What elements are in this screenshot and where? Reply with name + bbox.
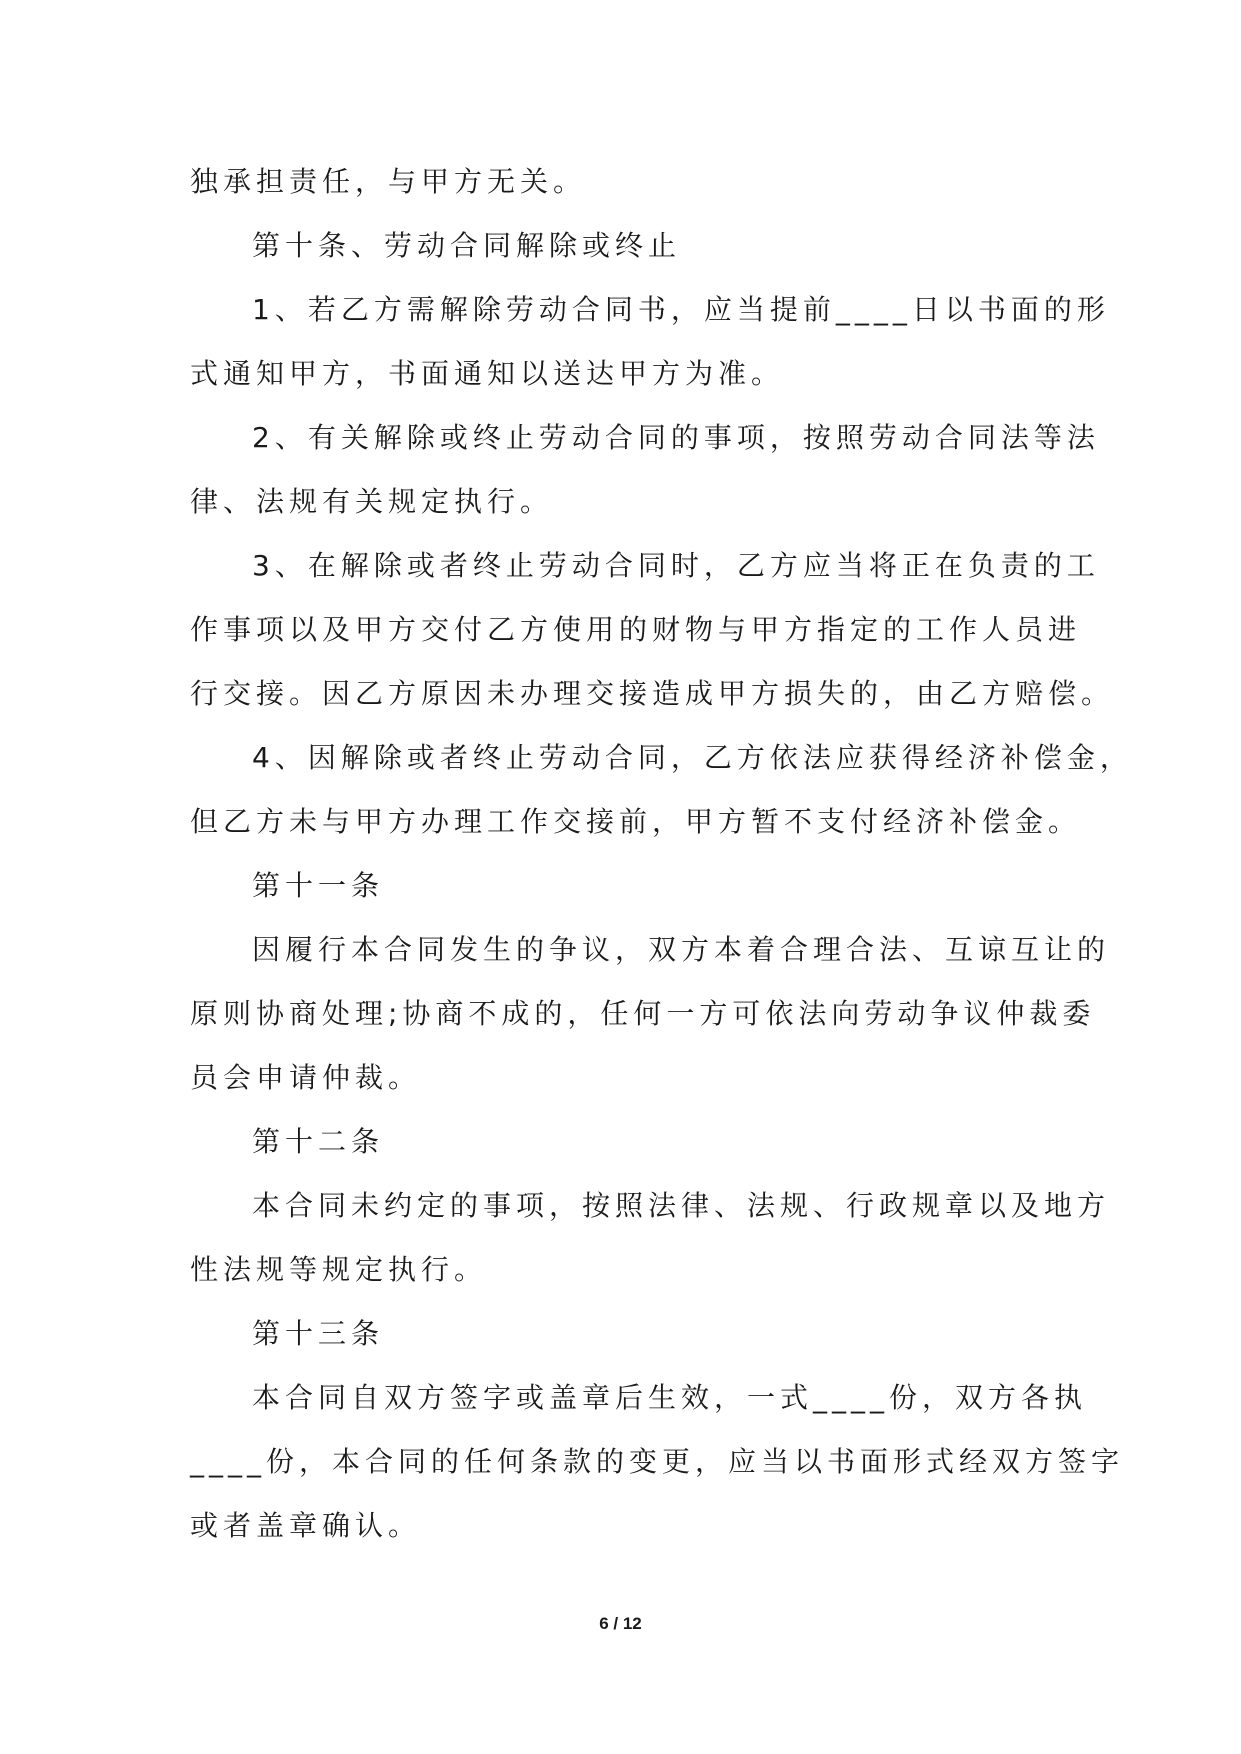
section-heading-11: 第十一条 [252,869,385,902]
section-heading-13: 第十三条 [252,1317,385,1350]
text-line-21: ____份，本合同的任何条款的变更，应当以书面形式经双方签字 [190,1445,1125,1478]
text-line-10: 4、因解除或者终止劳动合同，乙方依法应获得经济补偿金， [252,741,1133,774]
text-line-6: 律、法规有关规定执行。 [190,485,554,518]
text-line-1: 独承担责任，与甲方无关。 [190,165,587,198]
text-line-9: 行交接。因乙方原因未办理交接造成甲方损失的，由乙方赔偿。 [190,677,1115,710]
section-heading-12: 第十二条 [252,1125,385,1158]
text-line-8: 作事项以及甲方交付乙方使用的财物与甲方指定的工作人员进 [190,613,1082,646]
document-body [190,150,1133,1558]
text-line-15: 员会申请仲裁。 [190,1061,422,1094]
section-heading-10: 第十条、劳动合同解除或终止 [252,229,682,262]
text-line-13: 因履行本合同发生的争议，双方本着合理合法、互谅互让的 [252,933,1111,966]
text-line-7: 3、在解除或者终止劳动合同时，乙方应当将正在负责的工 [252,549,1100,582]
page-number: 6 / 12 [599,1614,642,1633]
text-line-11: 但乙方未与甲方办理工作交接前，甲方暂不支付经济补偿金。 [190,805,1082,838]
text-line-22: 或者盖章确认。 [190,1509,422,1542]
text-line-5: 2、有关解除或终止劳动合同的事项，按照劳动合同法等法 [252,421,1100,454]
text-line-18: 性法规等规定执行。 [190,1253,488,1286]
text-line-3: 1、若乙方需解除劳动合同书，应当提前____日以书面的形 [252,293,1110,326]
text-line-17: 本合同未约定的事项，按照法律、法规、行政规章以及地方 [252,1189,1111,1222]
text-line-4: 式通知甲方，书面通知以送达甲方为准。 [190,357,785,390]
text-line-20: 本合同自双方签字或盖章后生效，一式____份，双方各执 [252,1381,1088,1414]
text-line-14: 原则协商处理;协商不成的，任何一方可依法向劳动争议仲裁委 [190,997,1096,1030]
